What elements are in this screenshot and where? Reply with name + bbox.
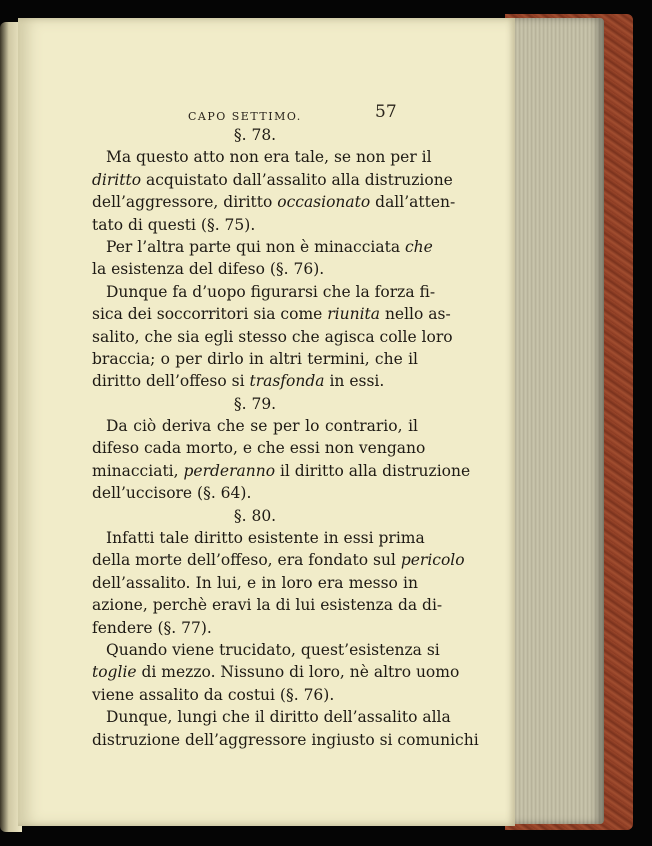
text-run: Ma questo atto non era tale, se non per il — [106, 148, 432, 167]
text-line — [92, 549, 465, 571]
text-line — [92, 258, 418, 280]
text-run: azione, perchè eravi la di lui esistenza da di- — [92, 596, 443, 615]
text-run: viene assalito da costui (§. 76). — [92, 685, 335, 704]
italic-term: diritto — [92, 170, 142, 189]
text-run: in essi. — [324, 372, 385, 391]
text-run: tato di questi (§. 75). — [92, 215, 256, 234]
text-run: sica dei soccorritori sia come — [92, 305, 328, 324]
text-run: la esistenza del difeso (§. 76). — [92, 260, 325, 279]
text-run: di mezzo. Nissuno di loro, nè altro uomo — [136, 663, 460, 682]
text-line — [92, 617, 418, 639]
text-run: Infatti tale diritto esistente in essi prima — [106, 529, 425, 548]
text-run: della morte dell’offeso, era fondato sul — [92, 551, 401, 570]
text-line — [92, 684, 418, 706]
text-line — [92, 527, 425, 549]
section-heading — [92, 393, 418, 415]
italic-term: perderanno — [183, 461, 276, 480]
body-text — [92, 124, 479, 751]
text-run: il diritto alla distruzione — [275, 461, 471, 480]
text-run: dell’aggressore, diritto — [92, 193, 278, 212]
running-head: CAPO SETTIMO. — [188, 110, 302, 123]
text-run: dell’uccisore (§. 64). — [92, 484, 252, 503]
text-line — [92, 236, 433, 258]
text-line — [92, 214, 418, 236]
text-line — [92, 437, 426, 459]
text-run: Dunque, lungi che il diritto dell’assalito alla — [106, 708, 451, 727]
text-line — [92, 303, 451, 325]
page-header — [18, 90, 515, 123]
italic-term: pericolo — [400, 551, 465, 570]
section-heading — [92, 505, 418, 527]
text-run: Dunque fa d’uopo figurarsi che la forza fi- — [106, 282, 436, 301]
text-run: diritto dell’offeso si — [92, 372, 250, 391]
text-run: distruzione dell’aggressore ingiusto si comunichi — [92, 730, 479, 749]
text-line — [92, 169, 453, 191]
text-run: §. 80. — [233, 506, 277, 525]
text-run: salito, che sia egli stesso che agisca colle loro — [92, 327, 453, 346]
text-line — [92, 281, 436, 303]
text-line — [92, 415, 418, 437]
text-line — [92, 594, 443, 616]
text-line — [92, 146, 432, 168]
italic-term: riunita — [327, 305, 381, 324]
text-line — [92, 370, 418, 392]
text-line — [92, 191, 456, 213]
italic-term: occasionato — [277, 193, 371, 212]
text-line — [92, 348, 418, 370]
text-line — [92, 460, 471, 482]
text-run: Da ciò deriva che se per lo contrario, il — [106, 417, 418, 436]
text-run: Per l’altra parte qui non è minacciata — [106, 237, 405, 256]
text-line — [92, 572, 418, 594]
italic-term: toglie — [92, 663, 137, 682]
text-run: difeso cada morto, e che essi non vengano — [92, 439, 426, 458]
text-run: minacciati, — [92, 461, 184, 480]
text-line — [92, 639, 440, 661]
page-stack-edge — [508, 18, 604, 824]
italic-term: trasfonda — [249, 372, 325, 391]
book-page — [18, 18, 515, 826]
text-run: Quando viene trucidato, quest’esistenza si — [106, 640, 440, 659]
section-heading — [92, 124, 418, 146]
text-run: braccia; o per dirlo in altri termini, che il — [92, 349, 418, 368]
text-run: nello as- — [380, 305, 451, 324]
italic-term: che — [404, 237, 433, 256]
page-number: 57 — [375, 102, 397, 122]
text-line — [92, 706, 451, 728]
text-line — [92, 482, 418, 504]
text-run: §. 79. — [233, 394, 277, 413]
text-line — [92, 729, 479, 751]
text-run: fendere (§. 77). — [92, 618, 212, 637]
text-run: dall’atten- — [370, 193, 456, 212]
text-run: acquistato dall’assalito alla distruzione — [141, 170, 453, 189]
text-run: dell’assalito. In lui, e in loro era messo in — [92, 573, 418, 592]
text-run: §. 78. — [233, 126, 277, 144]
text-line — [92, 661, 460, 683]
text-line — [92, 326, 453, 348]
